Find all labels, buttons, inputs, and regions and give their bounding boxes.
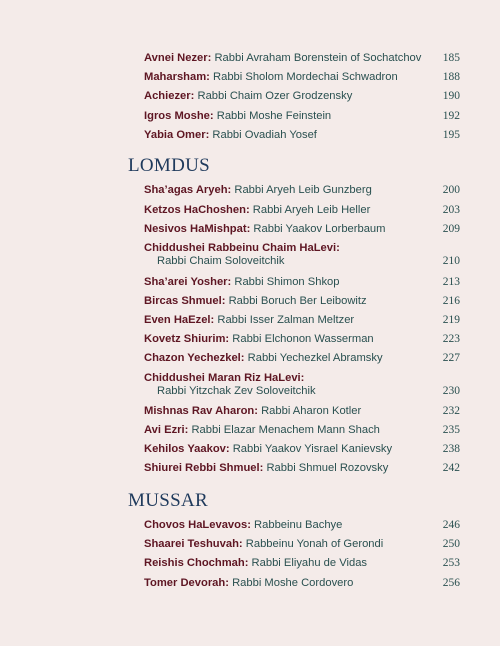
toc-entry[interactable] (144, 90, 460, 103)
entry-author: Rabbi Chaim Soloveitchik (157, 255, 285, 267)
toc-entry[interactable] (144, 519, 460, 532)
entry-title: Nesivos HaMishpat: (144, 223, 251, 235)
entry-title: Achiezer: (144, 90, 195, 102)
entry-page: 209 (442, 223, 460, 235)
entry-page: 256 (442, 577, 460, 589)
entry-author: Rabbeinu Bachye (254, 519, 343, 531)
entry-author: Rabbi Yitzchak Zev Soloveitchik (157, 385, 316, 397)
entry-page: 216 (442, 295, 460, 307)
entry-title: Tomer Devorah: (144, 577, 229, 589)
toc-entry[interactable] (144, 276, 460, 289)
entry-author: Rabbi Shmuel Rozovsky (266, 462, 389, 474)
entry-page: 250 (442, 538, 460, 550)
entry-page: 242 (442, 462, 460, 474)
entry-title: Ketzos HaChoshen: (144, 204, 250, 216)
entry-author: Rabbi Isser Zalman Meltzer (217, 314, 355, 326)
entry-page: 232 (442, 405, 460, 417)
entry-author: Rabbi Chaim Ozer Grodzensky (197, 90, 353, 102)
toc-entry[interactable] (144, 557, 460, 570)
entry-page: 223 (442, 333, 460, 345)
entry-title: Kehilos Yaakov: (144, 443, 230, 455)
toc-entry[interactable] (144, 462, 460, 475)
entry-title: Mishnas Rav Aharon: (144, 405, 258, 417)
toc-entry[interactable] (144, 538, 460, 551)
entry-page: 253 (442, 557, 460, 569)
entry-title: Maharsham: (144, 71, 210, 83)
entry-page: 238 (442, 443, 460, 455)
entry-author: Rabbeinu Yonah of Gerondi (245, 538, 384, 550)
entry-author: Rabbi Boruch Ber Leibowitz (228, 295, 367, 307)
entry-title: Sha’agas Aryeh: (144, 184, 232, 196)
toc-entry[interactable] (144, 314, 460, 327)
toc-entry[interactable] (144, 333, 460, 346)
entry-title: Reishis Chochmah: (144, 557, 249, 569)
entry-title: Shaarei Teshuvah: (144, 538, 243, 550)
toc-entry[interactable] (144, 71, 460, 84)
entry-title: Sha’arei Yosher: (144, 276, 232, 288)
entry-title: Chiddushei Maran Riz HaLevi: (144, 372, 305, 384)
entry-author: Rabbi Aryeh Leib Heller (252, 204, 371, 216)
entry-title: Chazon Yechezkel: (144, 352, 245, 364)
entry-page: 246 (442, 519, 460, 531)
entry-page: 195 (442, 129, 460, 141)
toc-entry[interactable] (144, 352, 460, 365)
entry-title: Kovetz Shiurim: (144, 333, 230, 345)
entry-page: 192 (442, 110, 460, 122)
toc-entry[interactable] (144, 110, 460, 123)
entry-page: 219 (442, 314, 460, 326)
entry-author: Rabbi Shimon Shkop (234, 276, 340, 288)
toc-entry[interactable] (144, 295, 460, 308)
entry-title: Igros Moshe: (144, 110, 214, 122)
entry-author: Rabbi Elchonon Wasserman (232, 333, 374, 345)
entry-title: Yabia Omer: (144, 129, 210, 141)
toc-entry[interactable] (144, 577, 460, 590)
entry-title: Bircas Shmuel: (144, 295, 226, 307)
entry-author: Rabbi Aharon Kotler (261, 405, 362, 417)
toc-entry[interactable] (144, 405, 460, 418)
entry-page: 188 (442, 71, 460, 83)
section-heading: LOMDUS (128, 155, 211, 176)
toc-entry[interactable] (144, 223, 460, 236)
entry-author: Rabbi Yaakov Lorberbaum (253, 223, 386, 235)
entry-title: Chovos HaLevavos: (144, 519, 251, 531)
entry-page: 185 (442, 52, 460, 64)
entry-author: Rabbi Elazar Menachem Mann Shach (191, 424, 380, 436)
entry-page: 190 (442, 90, 460, 102)
entry-title: Even HaEzel: (144, 314, 215, 326)
entry-author: Rabbi Yaakov Yisrael Kanievsky (232, 443, 393, 455)
entry-author: Rabbi Aryeh Leib Gunzberg (234, 184, 372, 196)
entry-page: 203 (442, 204, 460, 216)
toc-entry[interactable] (144, 204, 460, 217)
entry-page: 200 (442, 184, 460, 196)
toc-entry[interactable] (144, 372, 460, 398)
toc-entry[interactable] (144, 443, 460, 456)
entry-page: 230 (442, 385, 460, 397)
entry-author: Rabbi Avraham Borenstein of Sochatchov (214, 52, 422, 64)
entry-author: Rabbi Moshe Cordovero (232, 577, 354, 589)
section-heading: MUSSAR (128, 490, 208, 511)
entry-title: Avi Ezri: (144, 424, 189, 436)
entry-title: Avnei Nezer: (144, 52, 212, 64)
entry-author: Rabbi Eliyahu de Vidas (251, 557, 368, 569)
toc-entry[interactable] (144, 424, 460, 437)
toc-entry[interactable] (144, 184, 460, 197)
entry-page: 213 (442, 276, 460, 288)
entry-author: Rabbi Sholom Mordechai Schwadron (213, 71, 398, 83)
entry-author: Rabbi Moshe Feinstein (216, 110, 332, 122)
entry-author: Rabbi Ovadiah Yosef (212, 129, 317, 141)
entry-page: 235 (442, 424, 460, 436)
entry-title: Shiurei Rebbi Shmuel: (144, 462, 264, 474)
toc-entry[interactable] (144, 129, 460, 142)
entry-page: 227 (442, 352, 460, 364)
toc-entry[interactable] (144, 242, 460, 268)
entry-title: Chiddushei Rabbeinu Chaim HaLevi: (144, 242, 340, 254)
toc-entry[interactable] (144, 52, 460, 65)
entry-author: Rabbi Yechezkel Abramsky (247, 352, 383, 364)
entry-page: 210 (442, 255, 460, 267)
